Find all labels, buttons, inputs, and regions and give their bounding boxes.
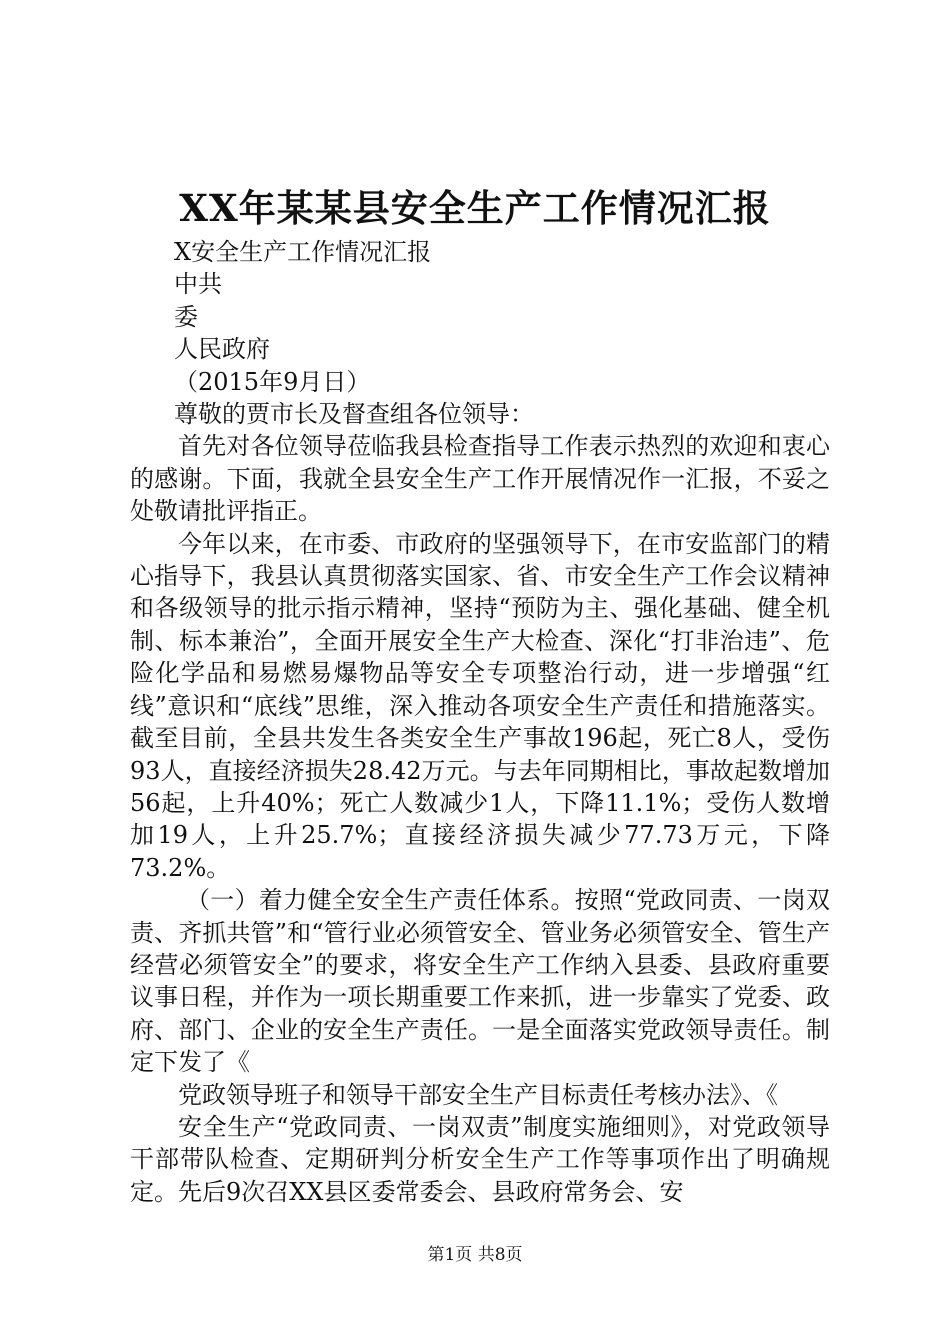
paragraph-assessment-measures: 党政领导班子和领导干部安全生产目标责任考核办法》、《 — [178, 1080, 778, 1109]
paragraph-opening: 首先对各位领导莅临我县检查指导工作表示热烈的欢迎和衷心的感谢。下面，我就全县安全生产工作开展情况作一汇报，不妥之处敬请批评指正。 — [130, 432, 830, 526]
page-number-footer: 第1页 共8页 — [427, 1245, 523, 1265]
document-body — [130, 236, 830, 1208]
date-line: （2015年9月日） — [174, 367, 371, 396]
paragraph-implementation-rules: 安全生产“党政同责、一岗双责”制度实施细则》，对党政领导干部带队检查、定期研判分析安全生产工作等事项作出了明确规定。先后9次召XX县区委常委会、县政府常务会、安 — [130, 1112, 830, 1206]
salutation-line: 尊敬的贾市长及督查组各位领导： — [174, 400, 534, 429]
paragraph-overview: 今年以来，在市委、市政府的坚强领导下，在市安监部门的精心指导下，我县认真贯彻落实国家、省、市安全生产工作会议精神和各级领导的批示指示精神，坚持“预防为主、强化基础、健全机制、标本兼治”，全面开展安全生产大检查、深化“打非治违”、危险化学品和易燃易爆物品等安全专项整治行动，进一步增强“红线”意识和“底线”思维，深入推动各项安全生产责任和措施落实。截至目前，全县共发生各类安全生产事故196起，死亡8人，受伤93人，直接经济损失28.42万元。与去年同期相比，事故起数增加56起，上升40%；死亡人数减少1人，下降11.1%；受伤人数增加19人，上升25.7%；直接经济损失减少77.73万元，下降73.2%。 — [130, 529, 830, 882]
issuer-line-government: 人民政府 — [174, 335, 270, 364]
subtitle-line: X安全生产工作情况汇报 — [174, 238, 432, 266]
paragraph-responsibility-system: （一）着力健全安全生产责任体系。按照“党政同责、一岗双责、齐抓共管”和“管行业必须管安全、管业务必须管安全、管生产经营必须管安全”的要求，将安全生产工作纳入县委、县政府重要议事日程，并作为一项长期重要工作来抓，进一步靠实了党委、政府、部门、企业的安全生产责任。一是全面落实党政领导责任。制定下发了《 — [130, 886, 830, 1077]
document-title: XX年某某县安全生产工作情况汇报 — [179, 186, 771, 230]
issuer-line-committee: 委 — [174, 302, 198, 331]
issuer-line-party: 中共 — [174, 270, 222, 299]
